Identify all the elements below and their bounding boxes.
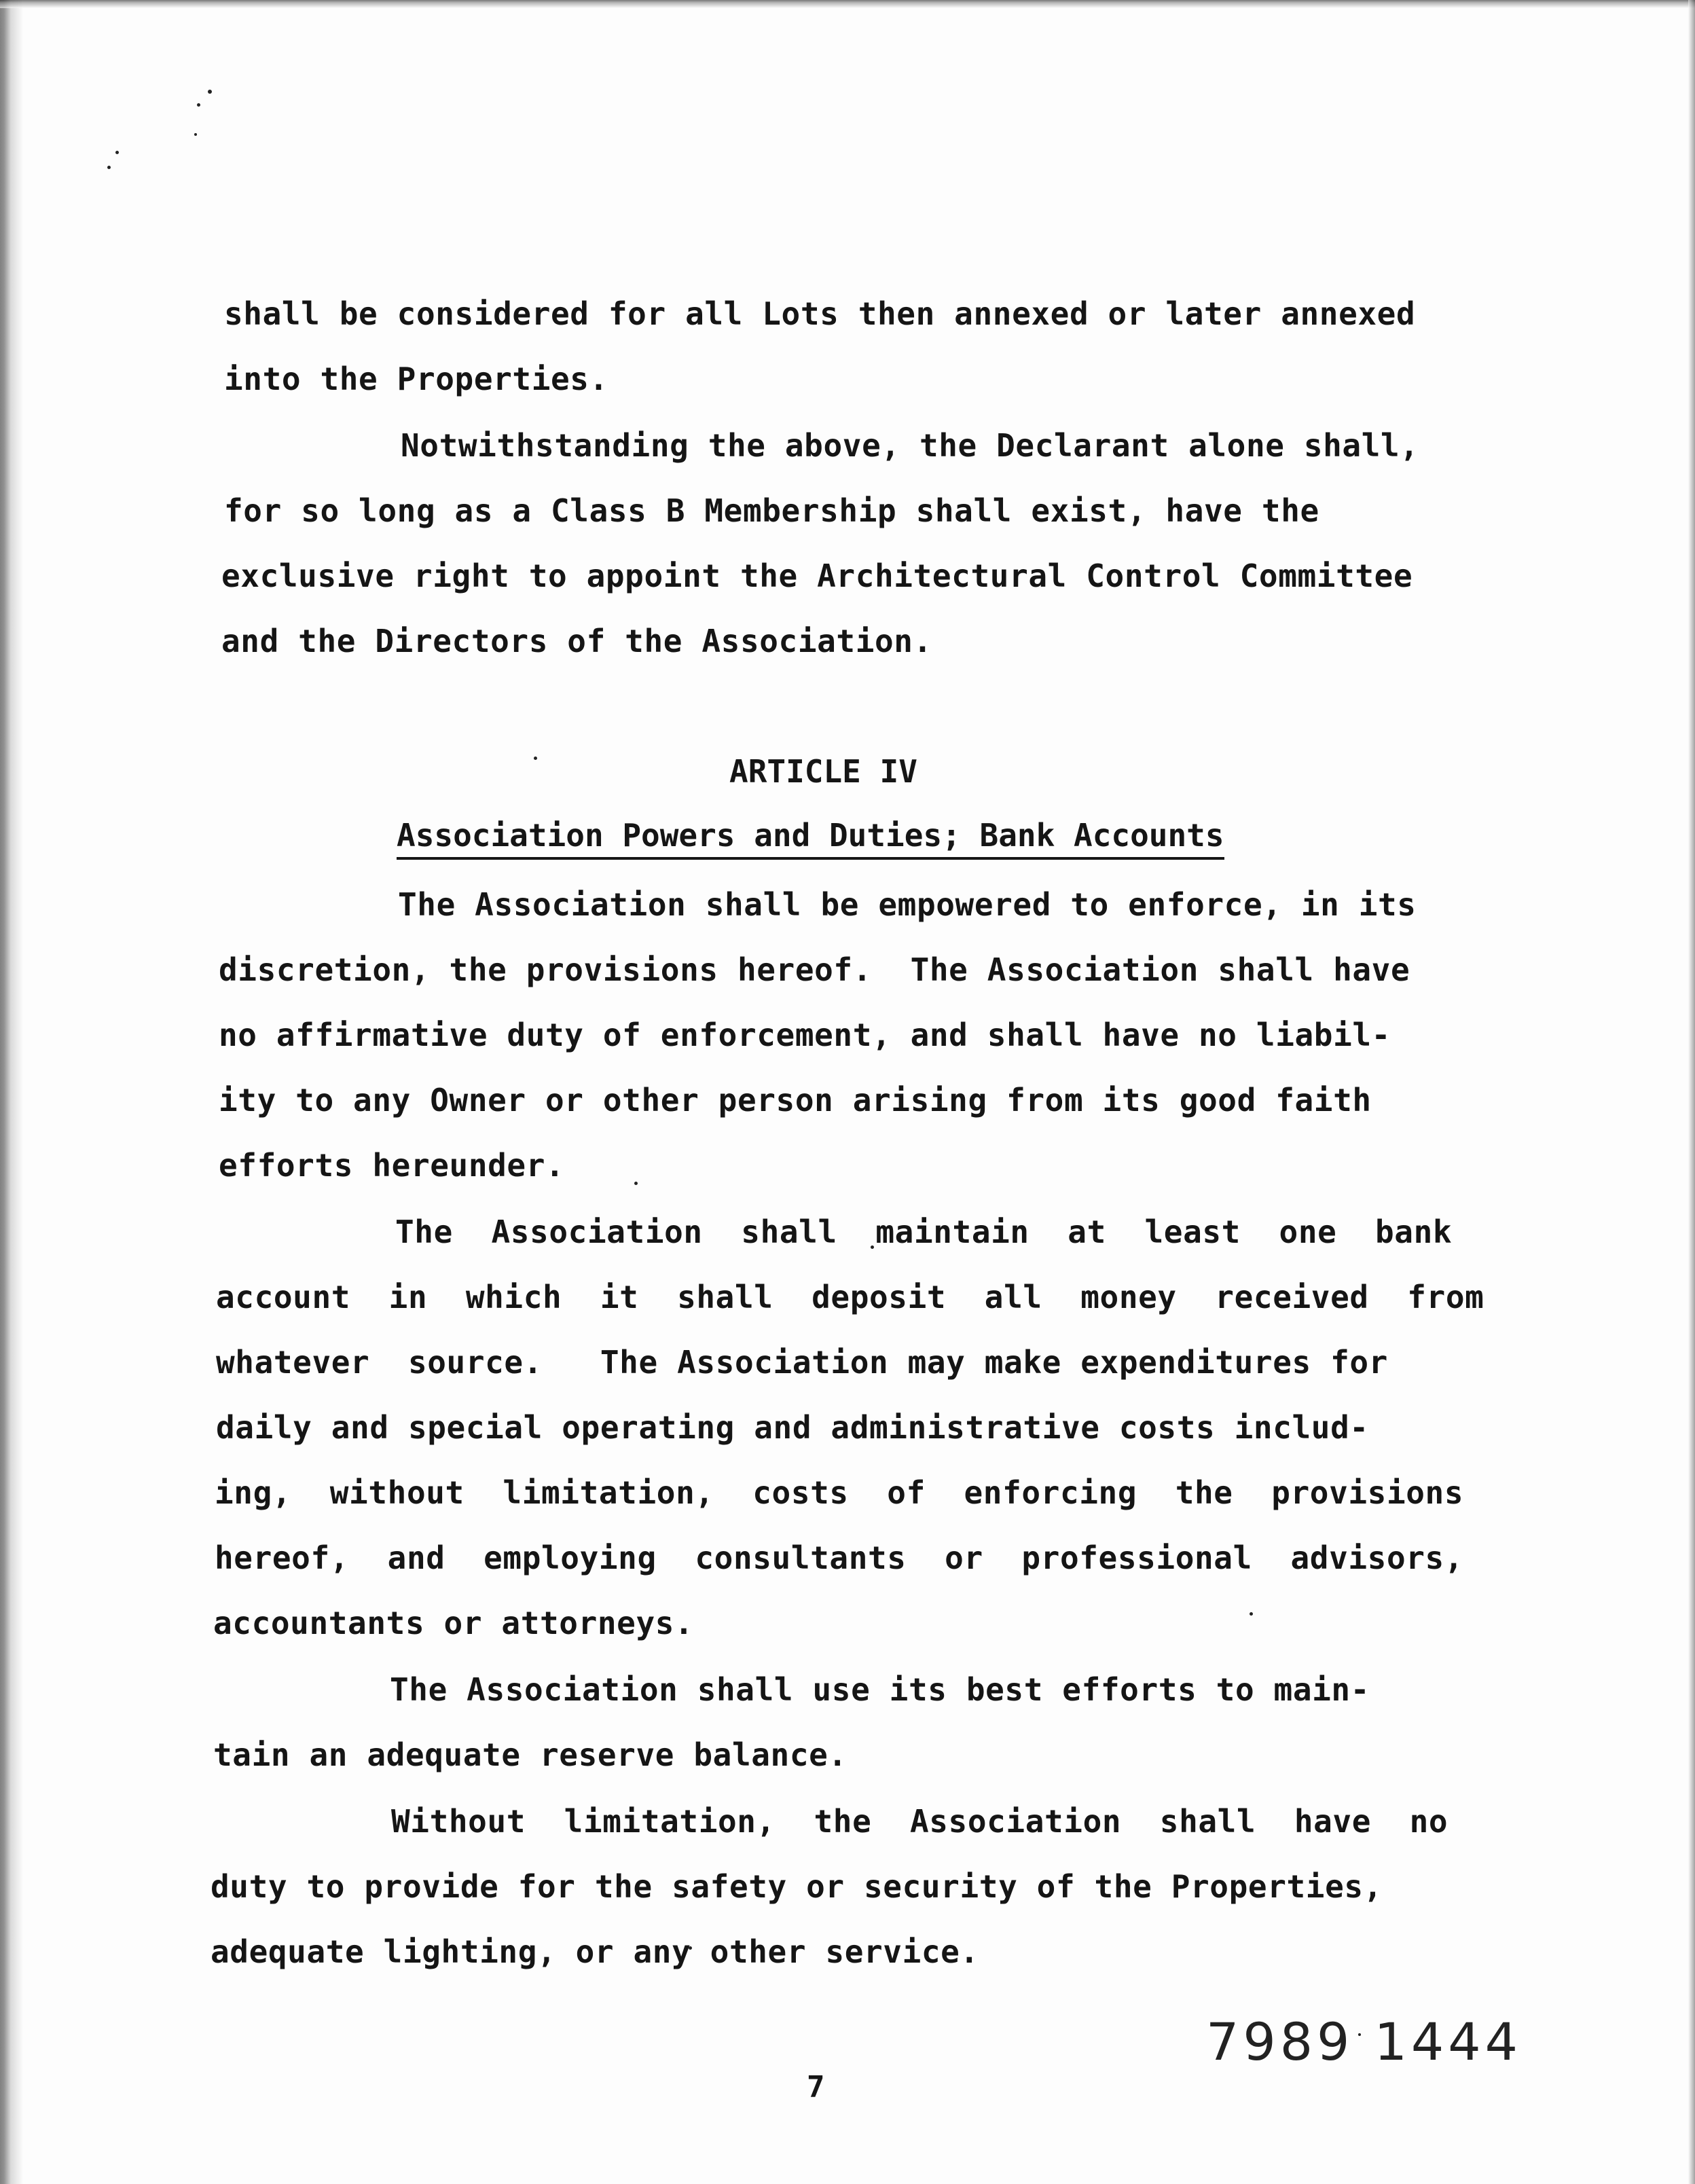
paragraph-1-line-2: into the Properties.: [224, 361, 608, 397]
scan-speck: [107, 166, 111, 169]
paragraph-3-line-2: discretion, the provisions hereof. The Association shall have: [219, 951, 1410, 988]
scan-speck: [208, 90, 212, 94]
scan-edge-right: [1688, 0, 1695, 2184]
paragraph-2-line-3: exclusive right to appoint the Architectural Control Committee: [221, 558, 1413, 594]
paragraph-5-line-1: The Association shall use its best efforts to main-: [390, 1671, 1370, 1708]
scan-speck: [634, 1182, 638, 1185]
paragraph-2-line-2: for so long as a Class B Membership shall exist, have the: [224, 492, 1319, 529]
paragraph-5-line-2: tain an adequate reserve balance.: [213, 1736, 848, 1773]
paragraph-6-line-1: Without limitation, the Association shall have no: [391, 1803, 1448, 1840]
paragraph-3-line-1: The Association shall be empowered to enforce, in its: [398, 886, 1417, 923]
paragraph-3-line-3: no affirmative duty of enforcement, and shall have no liabil-: [219, 1017, 1391, 1053]
scan-speck: [534, 757, 537, 760]
paragraph-4-line-7: accountants or attorneys.: [213, 1605, 694, 1641]
document-number: 7989 1444: [1206, 2012, 1522, 2072]
paragraph-2-line-1: Notwithstanding the above, the Declarant alone shall,: [401, 427, 1419, 464]
article-heading: ARTICLE IV: [729, 753, 917, 790]
paragraph-4-line-2: account in which it shall deposit all money received from: [216, 1279, 1484, 1315]
paragraph-4-line-1: The Association shall maintain at least one bank: [395, 1214, 1453, 1250]
paragraph-4-line-6: hereof, and employing consultants or professional advisors,: [215, 1540, 1464, 1576]
paragraph-6-line-2: duty to provide for the safety or security of the Properties,: [211, 1868, 1383, 1905]
paragraph-3-line-5: efforts hereunder.: [219, 1147, 565, 1184]
page-number: 7: [807, 2070, 825, 2105]
scan-speck: [194, 133, 197, 136]
paragraph-3-line-4: ity to any Owner or other person arising from its good faith: [219, 1082, 1372, 1118]
paragraph-4-line-3: whatever source. The Association may make expenditures for: [216, 1344, 1388, 1381]
paragraph-4-line-5: ing, without limitation, costs of enforcing the provisions: [215, 1474, 1464, 1511]
scan-speck: [115, 151, 119, 154]
paragraph-2-line-4: and the Directors of the Association.: [221, 623, 932, 659]
article-title: Association Powers and Duties; Bank Accounts: [397, 815, 1224, 860]
scan-edge-top: [0, 0, 1695, 8]
paragraph-6-line-3: adequate lighting, or any other service.: [211, 1933, 979, 1970]
scan-edge-left: [0, 0, 27, 2184]
scan-speck: [197, 103, 200, 107]
paragraph-4-line-4: daily and special operating and administrative costs includ-: [216, 1409, 1369, 1446]
paragraph-1-line-1: shall be considered for all Lots then annexed or later annexed: [224, 295, 1416, 332]
scan-speck: [1250, 1612, 1253, 1616]
